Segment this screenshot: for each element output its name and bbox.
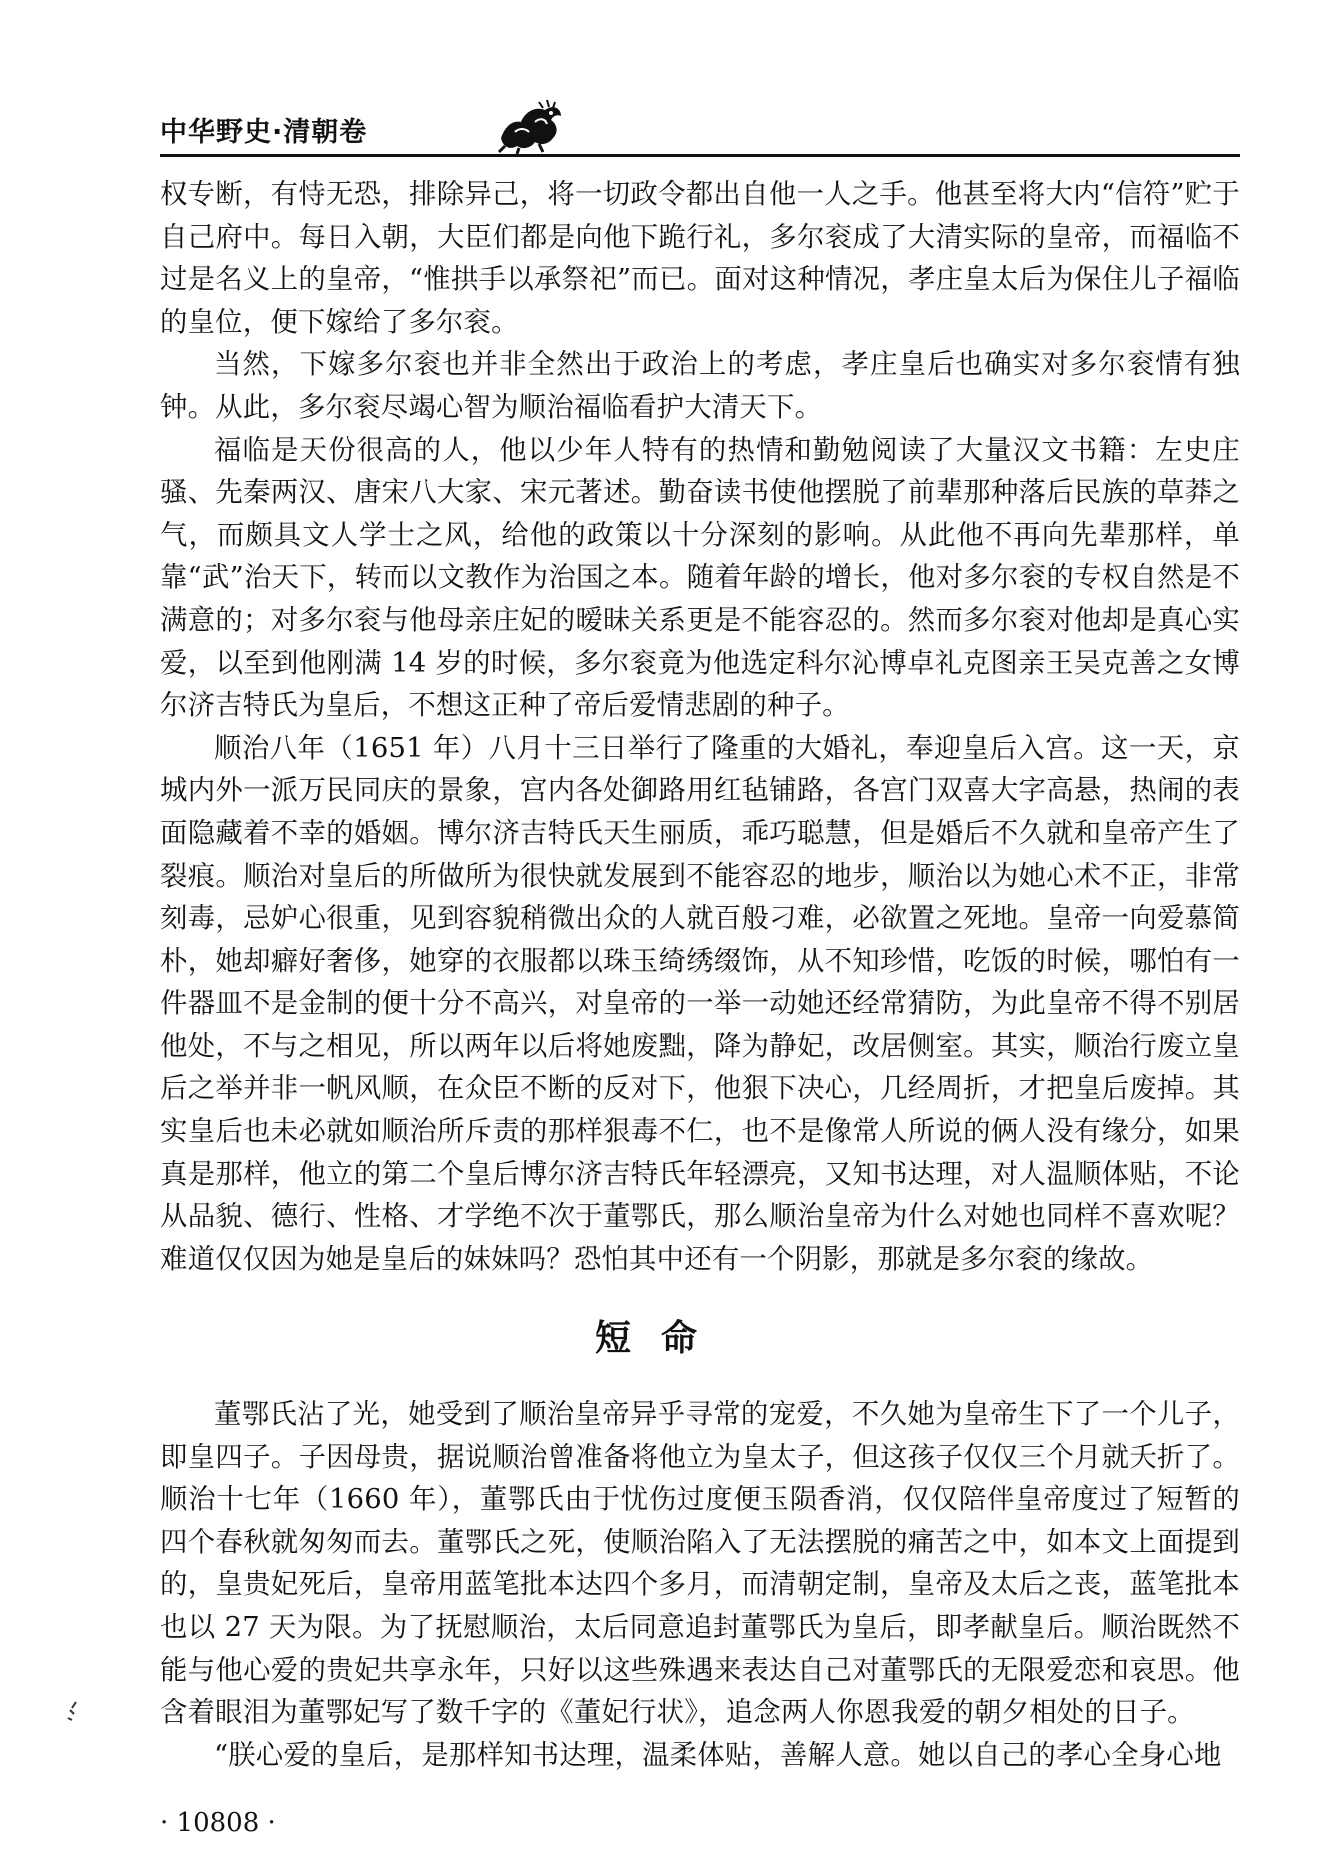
paragraph: 当然，下嫁多尔衮也并非全然出于政治上的考虑，孝庄皇后也确实对多尔衮情有独钟。从此，多尔衮尽竭心智为顺治福临看护大清天下。 (160, 349, 1240, 423)
margin-mark-icon (64, 1700, 82, 1722)
header-rule (160, 154, 1240, 157)
dragon-icon (495, 98, 567, 154)
main-text-block (160, 174, 1240, 1281)
section-heading: 短命 (594, 1318, 727, 1359)
section-text-block (160, 1394, 1240, 1777)
paragraph: 顺治八年（1651 年）八月十三日举行了隆重的大婚礼，奉迎皇后入宫。这一天，京城内外一派万民同庆的景象，宫内各处御路用红毡铺路，各宫门双喜大字高悬，热闹的表面隐藏着不幸的婚姻。博尔济吉特氏天生丽质，乖巧聪慧，但是婚后不久就和皇帝产生了裂痕。顺治对皇后的所做所为很快就发展到不能容忍的地步，顺治以为她心术不正，非常刻毒，忌妒心很重，见到容貌稍微出众的人就百般刁难，必欲置之死地。皇帝一向爱慕简朴，她却癖好奢侈，她穿的衣服都以珠玉绮绣缀饰，从不知珍惜，吃饭的时候，哪怕有一件器皿不是金制的便十分不高兴，对皇帝的一举一动她还经常猜防，为此皇帝不得不别居他处，不与之相见，所以两年以后将她废黜，降为静妃，改居侧室。其实，顺治行废立皇后之举并非一帆风顺，在众臣不断的反对下，他狠下决心，几经周折，才把皇后废掉。其实皇后也未必就如顺治所斥责的那样狠毒不仁，也不是像常人所说的俩人没有缘分，如果真是那样，他立的第二个皇后博尔济吉特氏年轻漂亮，又知书达理，对人温顺体贴，不论从品貌、德行、性格、才学绝不次于董鄂氏，那么顺治皇帝为什么对她也同样不喜欢呢？难道仅仅因为她是皇后的妹妹吗？恐怕其中还有一个阴影，那就是多尔衮的缘故。 (160, 732, 1240, 1275)
running-header (160, 104, 1240, 164)
header-title: 中华野史·清朝卷 (160, 117, 368, 148)
paragraph: “朕心爱的皇后，是那样知书达理，温柔体贴，善解人意。她以自己的孝心全身心地 (214, 1739, 1222, 1771)
paragraph: 权专断，有恃无恐，排除异己，将一切政令都出自他一人之手。他甚至将大内“信符”贮于自己府中。每日入朝，大臣们都是向他下跪行礼，多尔衮成了大清实际的皇帝，而福临不过是名义上的皇帝，“惟拱手以承祭祀”而已。面对这种情况，孝庄皇太后为保住儿子福临的皇位，便下嫁给了多尔衮。 (160, 179, 1240, 338)
page-number: · 10808 · (160, 1808, 276, 1838)
paragraph: 董鄂氏沾了光，她受到了顺治皇帝异乎寻常的宠爱，不久她为皇帝生下了一个儿子，即皇四子。子因母贵，据说顺治曾准备将他立为皇太子，但这孩子仅仅三个月就夭折了。顺治十七年（1660 年），董鄂氏由于忧伤过度便玉陨香消，仅仅陪伴皇帝度过了短暂的四个春秋就匆匆而去。董鄂氏之死，使顺治陷入了无法摆脱的痛苦之中，如本文上面提到的，皇贵妃死后，皇帝用蓝笔批本达四个多月，而清朝定制，皇帝及太后之丧，蓝笔批本也以 27 天为限。为了抚慰顺治，太后同意追封董鄂氏为皇后，即孝献皇后。顺治既然不能与他心爱的贵妃共享永年，只好以这些殊遇来表达自己对董鄂氏的无限爱恋和哀思。他含着眼泪为董鄂妃写了数千字的《董妃行状》，追念两人你恩我爱的朝夕相处的日子。 (160, 1399, 1240, 1729)
paragraph: 福临是天份很高的人，他以少年人特有的热情和勤勉阅读了大量汉文书籍：左史庄骚、先秦两汉、唐宋八大家、宋元著述。勤奋读书使他摆脱了前辈那种落后民族的草莽之气，而颇具文人学士之风，给他的政策以十分深刻的影响。从此他不再向先辈那样，单靠“武”治天下，转而以文教作为治国之本。随着年龄的增长，他对多尔衮的专权自然是不满意的；对多尔衮与他母亲庄妃的暧昧关系更是不能容忍的。然而多尔衮对他却是真心实爱，以至到他刚满 14 岁的时候，多尔衮竟为他选定科尔沁博卓礼克图亲王吴克善之女博尔济吉特氏为皇后，不想这正种了帝后爱情悲剧的种子。 (160, 434, 1240, 722)
